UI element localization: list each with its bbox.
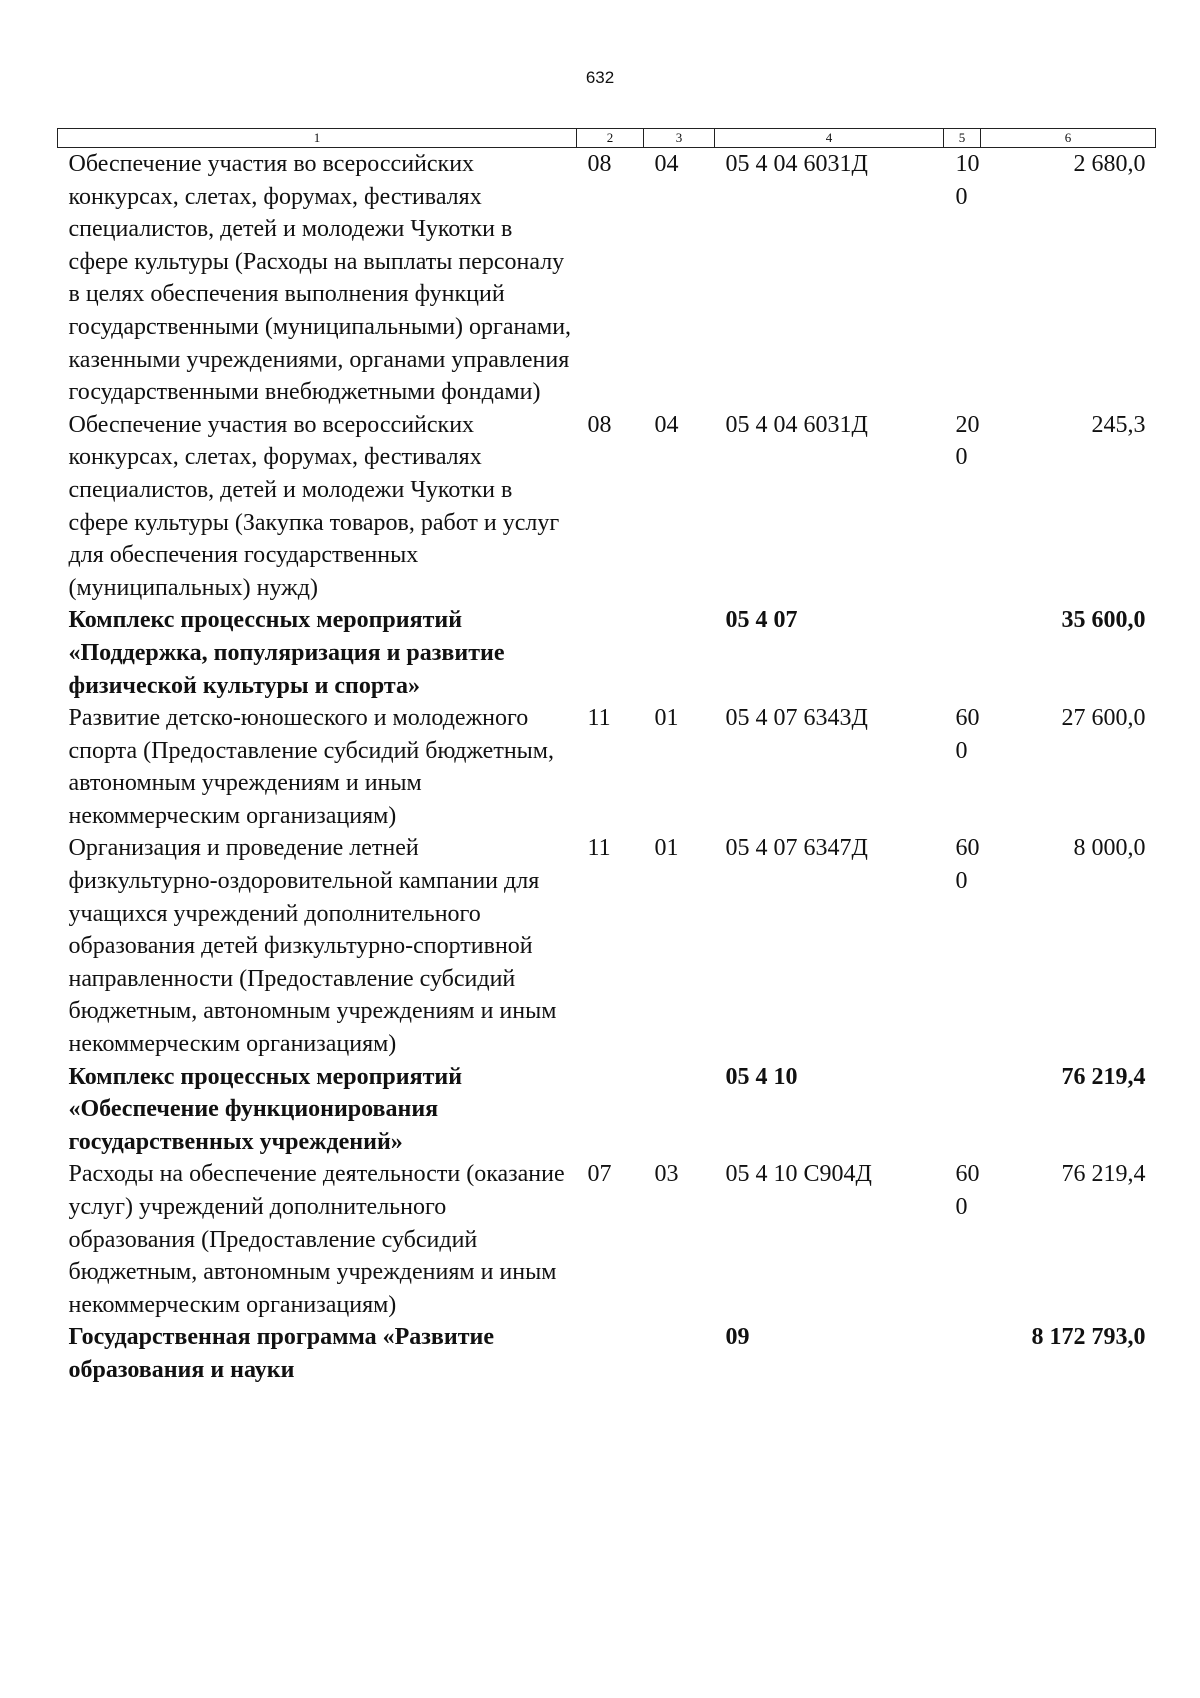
table-row [58,1061,1156,1159]
row-expense-type [944,1321,981,1386]
row-name: Обеспечение участия во всероссийских конкурсах, слетах, форумах, фестивалях специалистов, детей и молодежи Чукотки в сфере культуры (Расходы на выплаты персоналу в целях обеспечения выполнения функций государственными (муниципальными) органами, казенными учреждениями, органами управления государственными внебюджетными фондами) [68,151,572,406]
row-expense-type [944,604,981,702]
budget-table [57,128,1156,1387]
row-amount: 27 600,0 [1061,705,1146,732]
row-amount: 8 172 793,0 [1031,1324,1146,1351]
row-name: Комплекс процессных мероприятий «Обеспечение функционирования государственных учреждений» [68,1063,463,1155]
row-amount: 2 680,0 [1073,151,1146,177]
table-header [58,129,1156,148]
row-subsection [644,1321,715,1386]
row-name: Развитие детско-юношеского и молодежного спорта (Предоставление субсидий бюджетным, автономным учреждениям и иным некоммерческим организациям) [68,705,554,829]
row-target: 05 4 10 [725,1063,798,1090]
row-target: 05 4 07 6343Д [725,705,868,732]
row-name: Государственная программа «Развитие образования и науки [68,1324,494,1383]
row-amount: 35 600,0 [1061,607,1146,634]
row-subsection [644,1061,715,1159]
row-expense-type: 100 [955,151,980,210]
row-name: Обеспечение участия во всероссийских конкурсах, слетах, форумах, фестивалях специалистов, детей и молодежи Чукотки в сфере культуры (Закупка товаров, работ и услуг для обеспечения государственных (муниципальных) нужд) [68,411,560,601]
header-col-6: 6 [981,129,1156,148]
row-expense-type [944,1061,981,1159]
row-amount: 8 000,0 [1073,835,1146,862]
header-col-2: 2 [577,129,644,148]
table-body [58,148,1156,1387]
row-subsection: 04 [654,151,679,177]
row-target: 05 4 04 6031Д [725,411,868,438]
row-expense-type: 600 [955,705,980,764]
row-section: 11 [587,835,611,862]
row-section [577,1061,644,1159]
table-row [58,409,1156,605]
row-name: Организация и проведение летней физкультурно-оздоровительной кампании для учащихся учреждений дополнительного образования детей физкультурно-спортивной направленности (Предоставление субсидий бюджетным, автономным учреждениям и иным некоммерческим организациям) [68,835,557,1058]
row-amount: 76 219,4 [1061,1161,1146,1188]
table-row [58,832,1156,1060]
header-col-3: 3 [644,129,715,148]
row-name: Расходы на обеспечение деятельности (оказание услуг) учреждений дополнительного образования (Предоставление субсидий бюджетным, автономным учреждениям и иным некоммерческим организациям) [68,1161,565,1318]
table-row [58,1158,1156,1321]
row-section [577,604,644,702]
row-subsection: 01 [654,835,679,862]
row-amount: 245,3 [1091,411,1146,438]
header-col-5: 5 [944,129,981,148]
page-number: 632 [585,68,615,87]
row-section: 07 [587,1161,612,1188]
row-name: Комплекс процессных мероприятий «Поддержка, популяризация и развитие физической культуры и спорта» [68,607,505,699]
table-row [58,1321,1156,1386]
row-target: 05 4 07 [725,607,798,634]
row-section: 08 [587,411,612,438]
row-subsection: 04 [654,411,679,438]
header-col-4: 4 [715,129,944,148]
table-row [58,148,1156,409]
row-subsection: 03 [654,1161,679,1188]
row-target: 09 [725,1324,750,1351]
row-expense-type: 600 [955,1161,980,1220]
row-section [577,1321,644,1386]
row-target: 05 4 07 6347Д [725,835,868,862]
row-expense-type: 600 [955,835,980,895]
header-col-1: 1 [58,129,577,148]
row-subsection: 01 [654,705,679,732]
table-row [58,604,1156,702]
table-row [58,702,1156,832]
header-row [58,129,1156,148]
row-section: 08 [587,151,612,177]
row-subsection [644,604,715,702]
row-target: 05 4 04 6031Д [725,151,868,177]
row-expense-type: 200 [955,411,980,471]
row-section: 11 [587,705,611,732]
row-amount: 76 219,4 [1061,1063,1146,1090]
row-target: 05 4 10 С904Д [725,1161,872,1188]
